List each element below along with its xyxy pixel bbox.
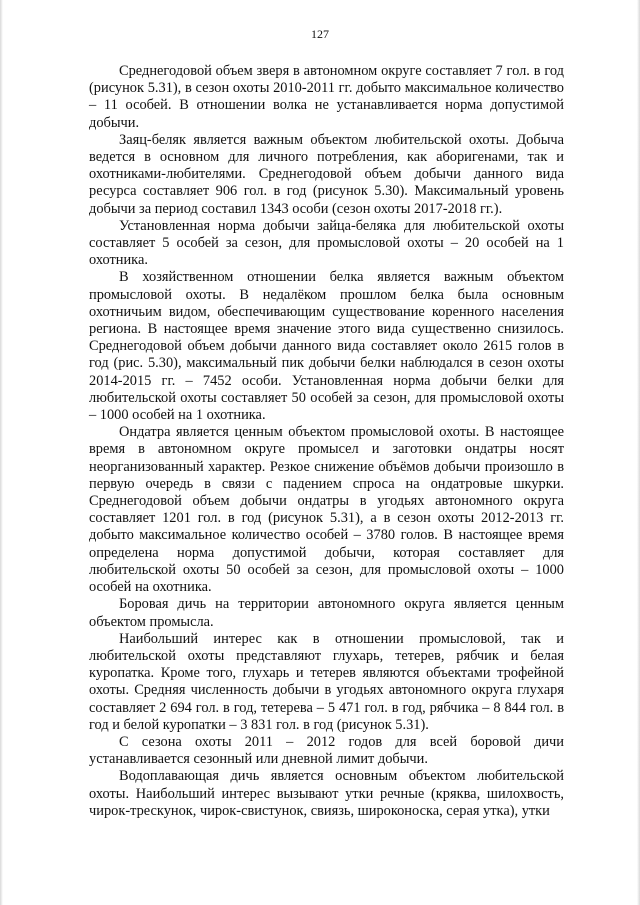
paragraph-hare: Заяц-беляк является важным объектом любительской охоты. Добыча ведется в основном для личного потребления, как аборигенами, так и охотниками-любителями. Среднегодовой объем добычи данного вида ресурса составляет 906 гол. в год (рисунок 5.30). Максимальный уровень добычи за период составил 1343 особи (сезон охоты 2017-2018 гг.). [89,131,564,217]
paragraph-upland-game: Боровая дичь на территории автономного округа является ценным объектом промысла. [89,596,564,630]
paragraph-hare-norm: Установленная норма добычи зайца-беляка для любительской охоты составляет 5 особей за сезон, для промысловой охоты – 20 особей на 1 охотника. [89,217,564,269]
paragraph-muskrat: Ондатра является ценным объектом промысловой охоты. В настоящее время в автономном округе промысел и заготовки ондатры носят неорганизованный характер. Резкое снижение объёмов добычи произошло в первую очередь в связи с падением спроса на ондатровые шкурки. Среднегодовой объем добычи ондатры в угодьях автономного округа составляет 1201 гол. в год (рисунок 5.31), а в сезон охоты 2012-2013 гг. добыто максимальное количество особей – 3780 голов. В настоящее время определена норма допустимой добычи, которая составляет для любительской охоты 50 особей за сезон, для промысловой охоты – 1000 особей на охотника. [89,424,564,596]
paragraph-waterfowl: Водоплавающая дичь является основным объектом любительской охоты. Наибольший интерес вызывают утки речные (кряква, шилохвость, чирок-трескунок, чирок-свистунок, свиязь, широконоска, серая утка), утки [89,768,564,819]
paragraph-wolf: Среднегодовой объем зверя в автономном округе составляет 7 гол. в год (рисунок 5.31), в сезон охоты 2010-2011 гг. добыто максимальное количество – 11 особей. В отношении волка не устанавливается норма допустимой добычи. [89,63,564,131]
page-number: 127 [311,27,329,41]
document-body [89,63,564,820]
scan-edge-left [0,0,3,905]
paragraph-squirrel: В хозяйственном отношении белка является важным объектом промысловой охоты. В недалёком прошлом белка была основным охотничьим видом, обеспечивающим существование коренного населения региона. В настоящее время значение этого вида существенно снизилось. Среднегодовой объем добычи данного вида составляет около 2615 голов в год (рис. 5.30), максимальный пик добычи белки наблюдался в сезон охоты 2014-2015 гг. – 7452 особи. Установленная норма добычи белки для любительской охоты составляет 50 особей за сезон, для промысловой охоты – 1000 особей на 1 охотника. [89,269,564,424]
paragraph-limit: С сезона охоты 2011 – 2012 годов для всей боровой дичи устанавливается сезонный или дневной лимит добычи. [89,733,564,768]
paragraph-grouse: Наибольший интерес как в отношении промысловой, так и любительской охоты представляют глухарь, тетерев, рябчик и белая куропатка. Кроме того, глухарь и тетерев являются объектами трофейной охоты. Средняя численность добычи в угодьях автономного округа глухаря составляет 2 694 гол. в год, тетерева – 5 471 гол. в год, рябчика – 8 844 гол. в год и белой куропатки – 3 831 гол. в год (рисунок 5.31). [89,630,564,733]
